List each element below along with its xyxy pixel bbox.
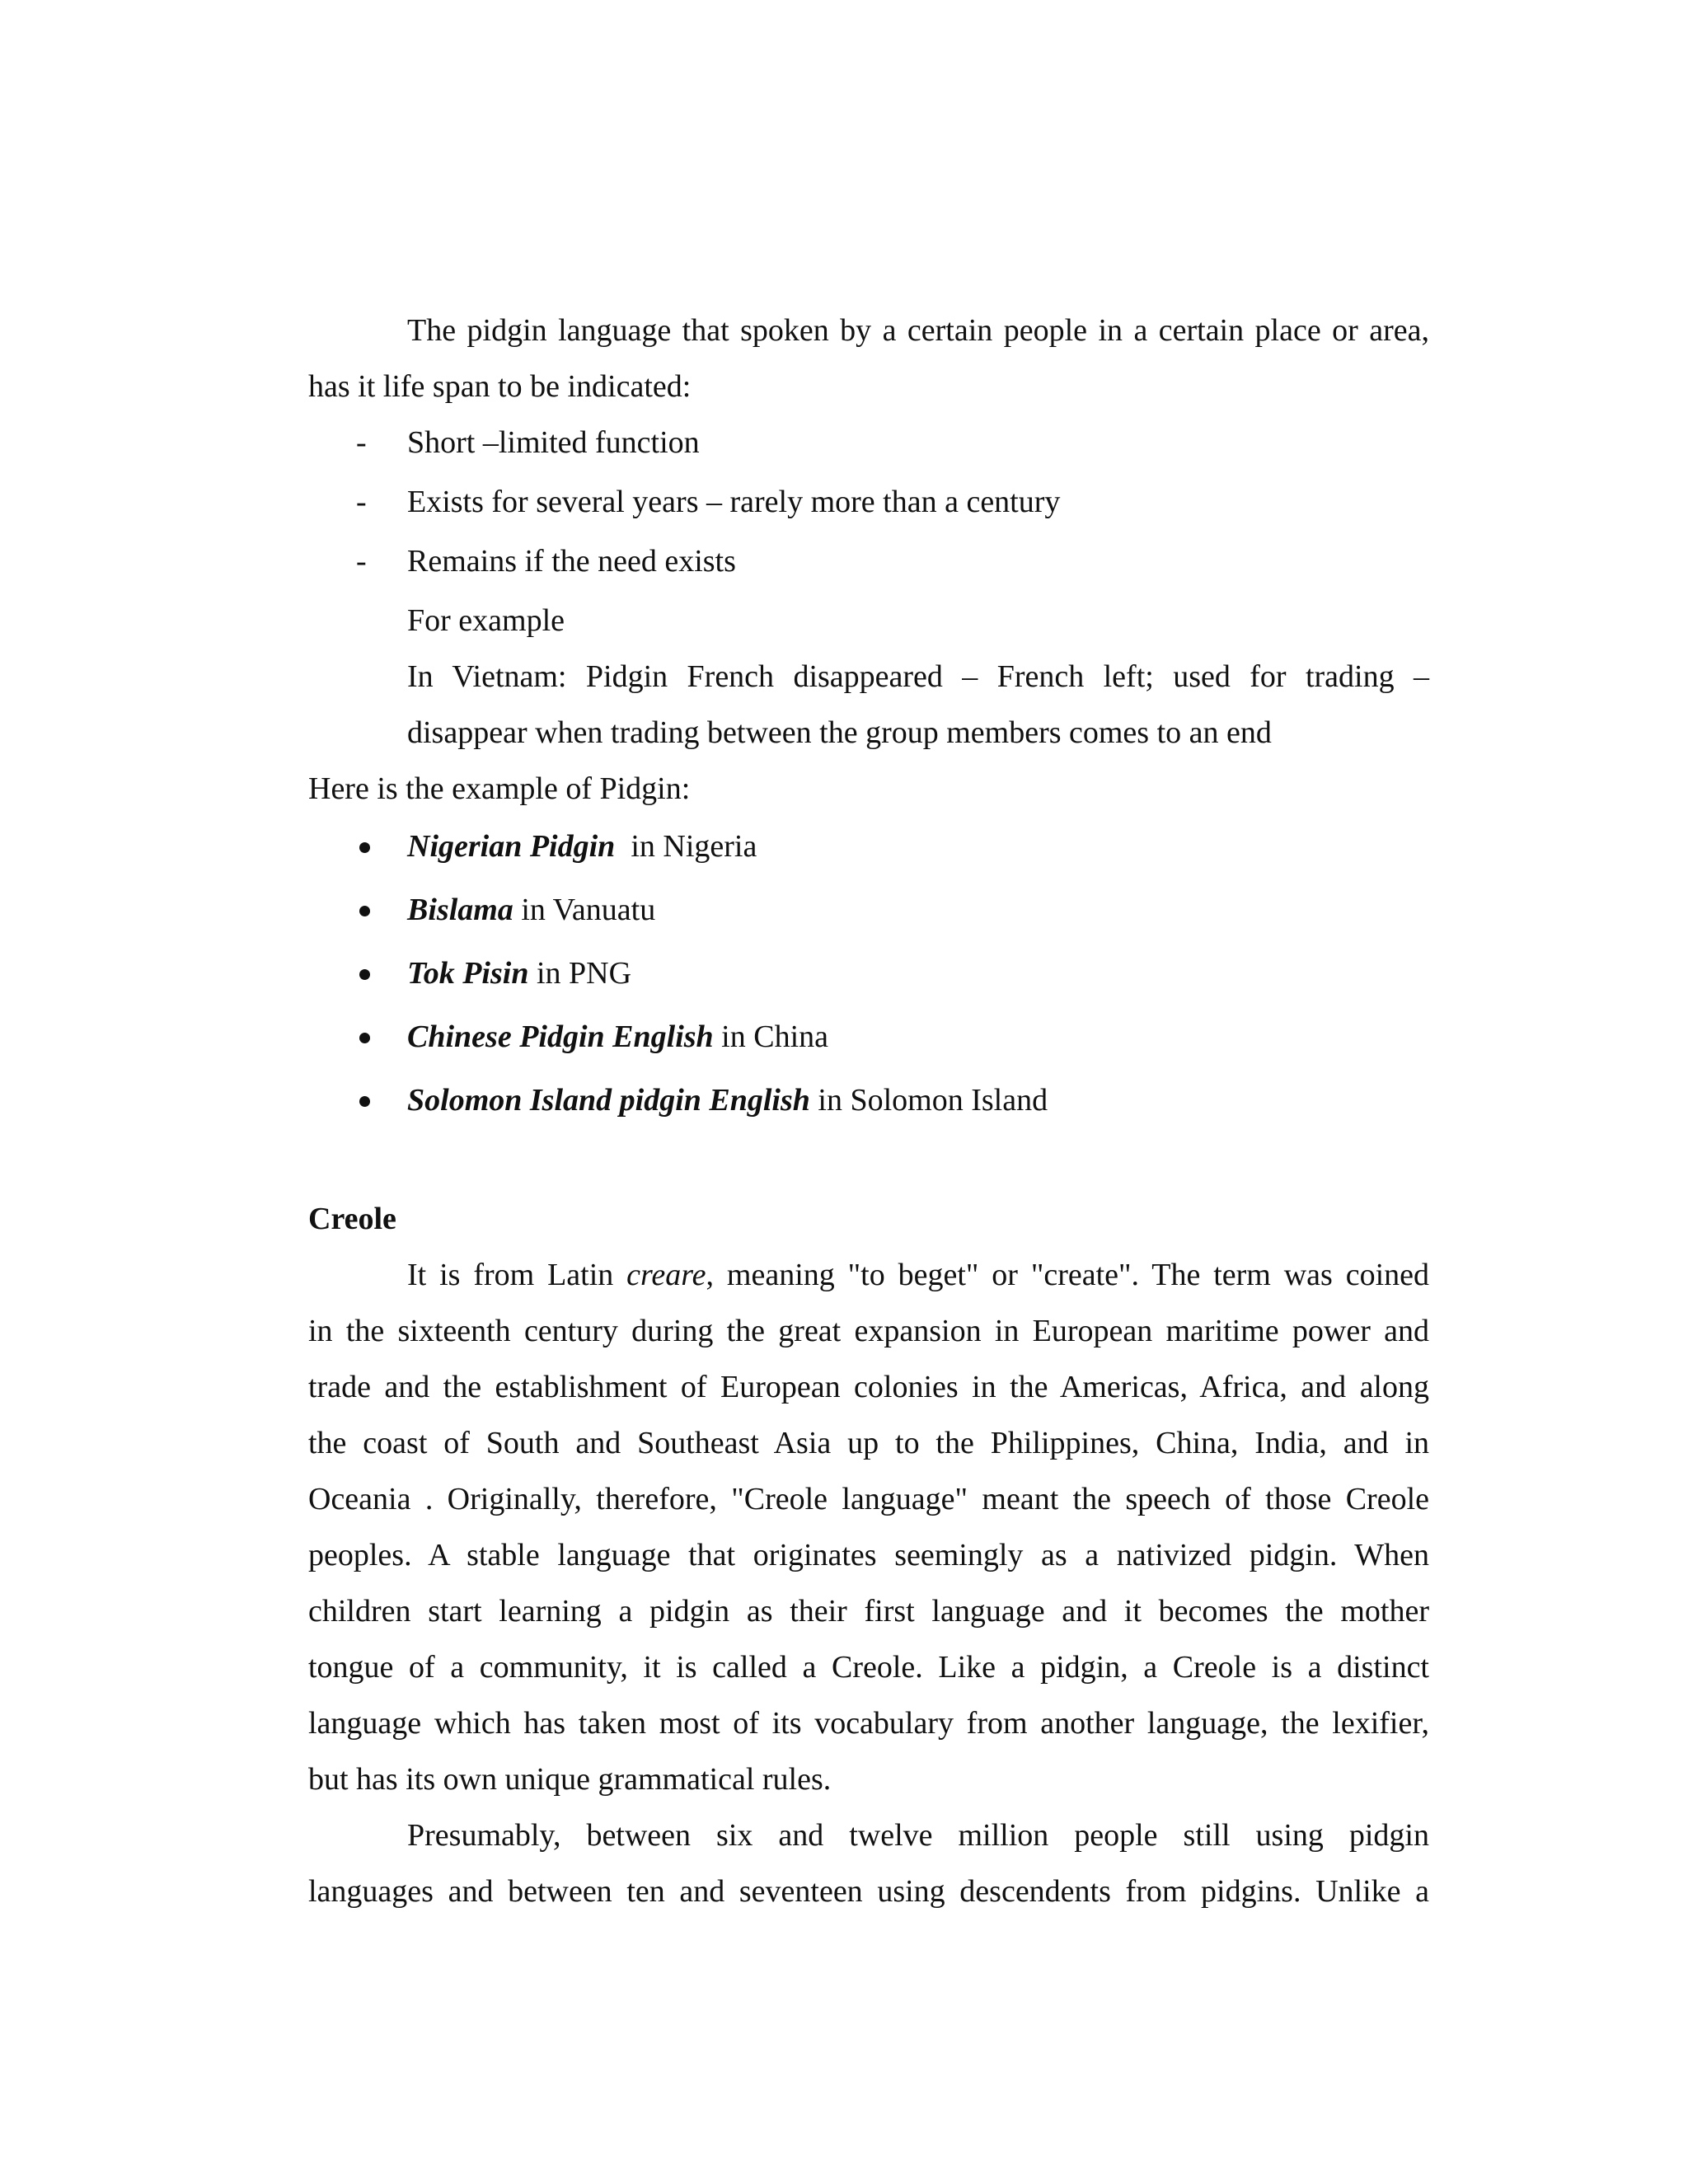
creole-p1-line-1: [407, 1259, 1429, 1291]
dash-marker: -: [356, 544, 367, 579]
creole-line: Oceania . Originally, therefore, "Creole language" meant the speech of those Creole: [308, 1482, 1429, 1516]
creole-line: tongue of a community, it is called a Creole. Like a pidgin, a Creole is a distinct: [308, 1650, 1429, 1685]
creole-line: trade and the establishment of European colonies in the Americas, Africa, and along: [308, 1370, 1429, 1404]
pidgin-item: [407, 958, 631, 989]
pidgin-location: in Solomon Island: [809, 1083, 1048, 1118]
creole-line: peoples. A stable language that originates seemingly as a nativized pidgin. When: [308, 1538, 1429, 1572]
lifespan-item: Short –limited function: [407, 425, 700, 460]
pidgin-item: [407, 1085, 1048, 1116]
pidgin-name: Tok Pisin: [407, 956, 529, 991]
pidgin-item: [407, 831, 757, 862]
pidgin-item: [407, 1021, 828, 1052]
dash-marker: -: [356, 425, 367, 460]
dash-marker: -: [356, 485, 367, 519]
lifespan-item: Remains if the need exists: [407, 544, 736, 579]
pidgin-item: [407, 894, 655, 926]
creole-last-line: but has its own unique grammatical rules.: [308, 1762, 832, 1797]
creole-p2-line-2: languages and between ten and seventeen using descendents from pidgins. Unlike a: [308, 1874, 1429, 1909]
lifespan-item: Exists for several years – rarely more than a century: [407, 485, 1061, 519]
intro-line-2: has it life span to be indicated:: [308, 369, 692, 404]
section-heading-creole: Creole: [308, 1202, 396, 1236]
bullet-icon: [359, 1096, 370, 1107]
creole-latin-word: creare: [626, 1258, 706, 1292]
examples-intro: Here is the example of Pidgin:: [308, 771, 691, 806]
bullet-icon: [359, 1033, 370, 1043]
pidgin-name: Nigerian Pidgin: [407, 829, 616, 864]
creole-line: the coast of South and Southeast Asia up to the Philippines, China, India, and in: [308, 1426, 1429, 1460]
intro-line-1: The pidgin language that spoken by a certain people in a certain place or area,: [407, 313, 1429, 348]
pidgin-name: Bislama: [407, 893, 513, 927]
creole-p2-line-1: Presumably, between six and twelve million people still using pidgin: [407, 1818, 1429, 1853]
bullet-icon: [359, 842, 370, 853]
example-label: For example: [407, 603, 565, 638]
creole-text: , meaning "to beget" or "create". The term was coined: [706, 1258, 1429, 1292]
bullet-icon: [359, 969, 370, 980]
creole-line: children start learning a pidgin as their first language and it becomes the mother: [308, 1594, 1429, 1629]
pidgin-location: in Vanuatu: [513, 893, 656, 927]
bullet-icon: [359, 906, 370, 916]
pidgin-name: Solomon Island pidgin English: [407, 1083, 810, 1118]
creole-text: It is from Latin: [407, 1258, 627, 1292]
pidgin-location: in Nigeria: [615, 829, 757, 864]
pidgin-location: in China: [713, 1019, 828, 1054]
creole-line: in the sixteenth century during the great expansion in European maritime power and: [308, 1314, 1429, 1348]
pidgin-name: Chinese Pidgin English: [407, 1019, 714, 1054]
vietnam-line-1: In Vietnam: Pidgin French disappeared – French left; used for trading –: [407, 659, 1429, 694]
pidgin-location: in PNG: [528, 956, 632, 991]
creole-line: language which has taken most of its vocabulary from another language, the lexifier,: [308, 1706, 1429, 1741]
vietnam-line-2: disappear when trading between the group members comes to an end: [407, 715, 1272, 750]
